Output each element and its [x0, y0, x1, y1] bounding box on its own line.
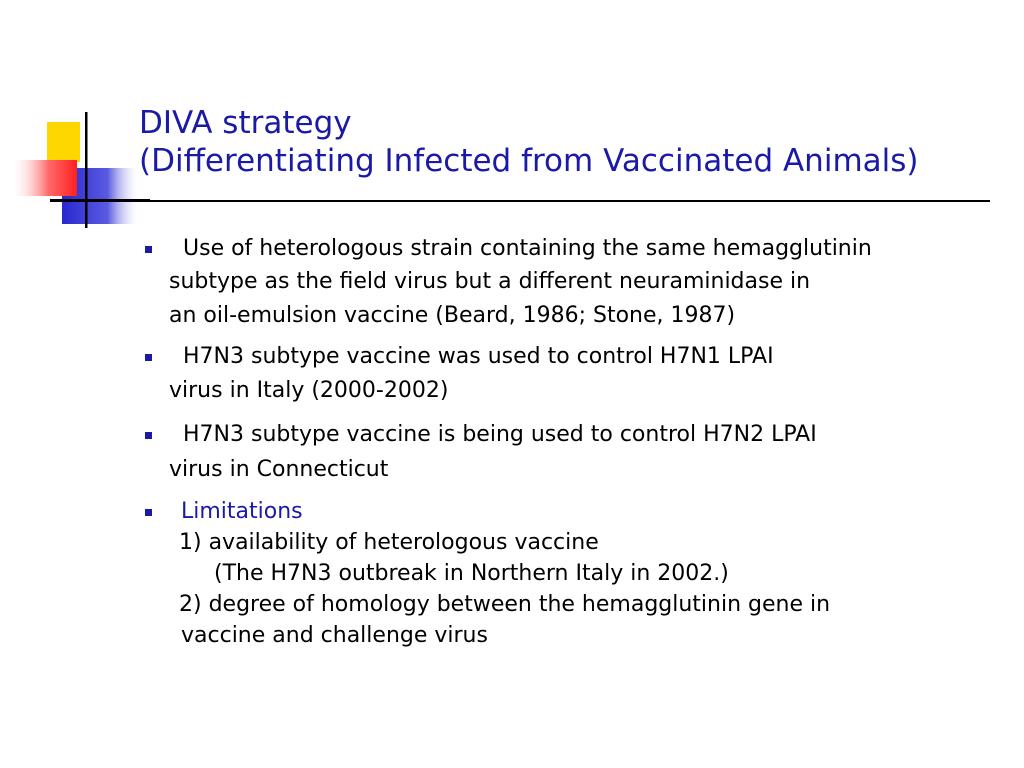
title-line-1: DIVA strategy — [139, 105, 352, 141]
bullet-1-line-3: an oil-emulsion vaccine (Beard, 1986; Stone, 1987) — [169, 303, 736, 328]
bullet-marker-icon — [145, 509, 152, 516]
limitation-2: 2) degree of homology between the hemagglutinin gene in — [179, 592, 831, 617]
bullet-3-line-1: H7N3 subtype vaccine is being used to control H7N2 LPAI — [183, 422, 817, 447]
limitation-1-note: (The H7N3 outbreak in Northern Italy in 2002.) — [214, 561, 729, 586]
bullet-marker-icon — [145, 354, 152, 361]
bullet-2-line-2: virus in Italy (2000-2002) — [169, 378, 449, 403]
limitations-heading: Limitations — [181, 499, 303, 524]
bullet-3-line-2: virus in Connecticut — [169, 457, 389, 482]
bullet-marker-icon — [145, 246, 152, 253]
bullet-1-line-2: subtype as the field virus but a different neuraminidase in — [169, 269, 811, 294]
title-line-2: (Differentiating Infected from Vaccinated Animals) — [139, 143, 919, 179]
limitation-2-cont: vaccine and challenge virus — [181, 623, 488, 648]
limitation-1: 1) availability of heterologous vaccine — [179, 530, 599, 555]
bullet-1-line-1: Use of heterologous strain containing the same hemagglutinin — [183, 236, 872, 261]
bullet-marker-icon — [145, 432, 152, 439]
bullet-2-line-1: H7N3 subtype vaccine was used to control H7N1 LPAI — [183, 344, 774, 369]
